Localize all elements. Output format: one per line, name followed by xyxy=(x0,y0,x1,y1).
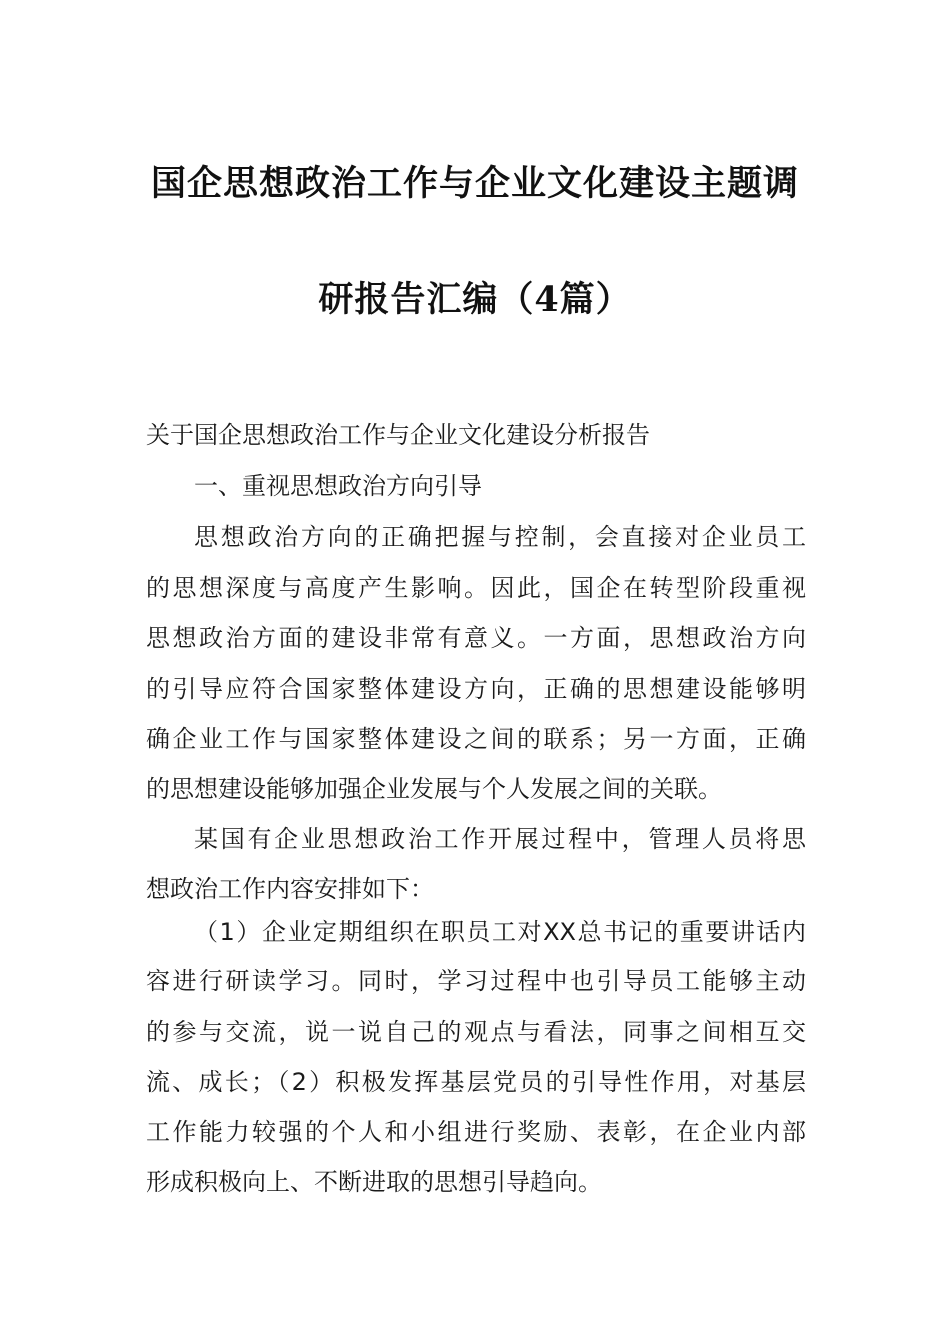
paragraph-line: 的思想建设能够加强企业发展与个人发展之间的关联。 xyxy=(146,775,722,803)
paragraph-line: 的参与交流，说一说自己的观点与看法，同事之间相互交 xyxy=(146,1018,806,1046)
paragraph-line: 确企业工作与国家整体建设之间的联系；另一方面，正确 xyxy=(146,725,806,753)
section-heading: 一、重视思想政治方向引导 xyxy=(194,472,482,500)
report-title: 关于国企思想政治工作与企业文化建设分析报告 xyxy=(146,421,650,449)
paragraph-line: 流、成长；（2）积极发挥基层党员的引导性作用，对基层 xyxy=(146,1068,806,1096)
paragraph-line: 工作能力较强的个人和小组进行奖励、表彰，在企业内部 xyxy=(146,1118,806,1146)
paragraph-line: 某国有企业思想政治工作开展过程中，管理人员将思 xyxy=(194,825,806,853)
paragraph-line: 容进行研读学习。同时，学习过程中也引导员工能够主动 xyxy=(146,967,806,995)
paragraph-line: 思想政治方面的建设非常有意义。一方面，思想政治方向 xyxy=(146,624,806,652)
paragraph-line: （1）企业定期组织在职员工对XX总书记的重要讲话内 xyxy=(194,918,806,946)
document-title-line-1: 国企思想政治工作与企业文化建设主题调 xyxy=(150,163,799,204)
document-title-line-2: 研报告汇编（4篇） xyxy=(318,279,632,320)
paragraph-line: 想政治工作内容安排如下： xyxy=(146,875,434,903)
paragraph-line: 形成积极向上、不断进取的思想引导趋向。 xyxy=(146,1168,602,1196)
paragraph-line: 的引导应符合国家整体建设方向，正确的思想建设能够明 xyxy=(146,675,806,703)
paragraph-line: 思想政治方向的正确把握与控制，会直接对企业员工 xyxy=(194,523,806,551)
paragraph-line: 的思想深度与高度产生影响。因此，国企在转型阶段重视 xyxy=(146,574,806,602)
